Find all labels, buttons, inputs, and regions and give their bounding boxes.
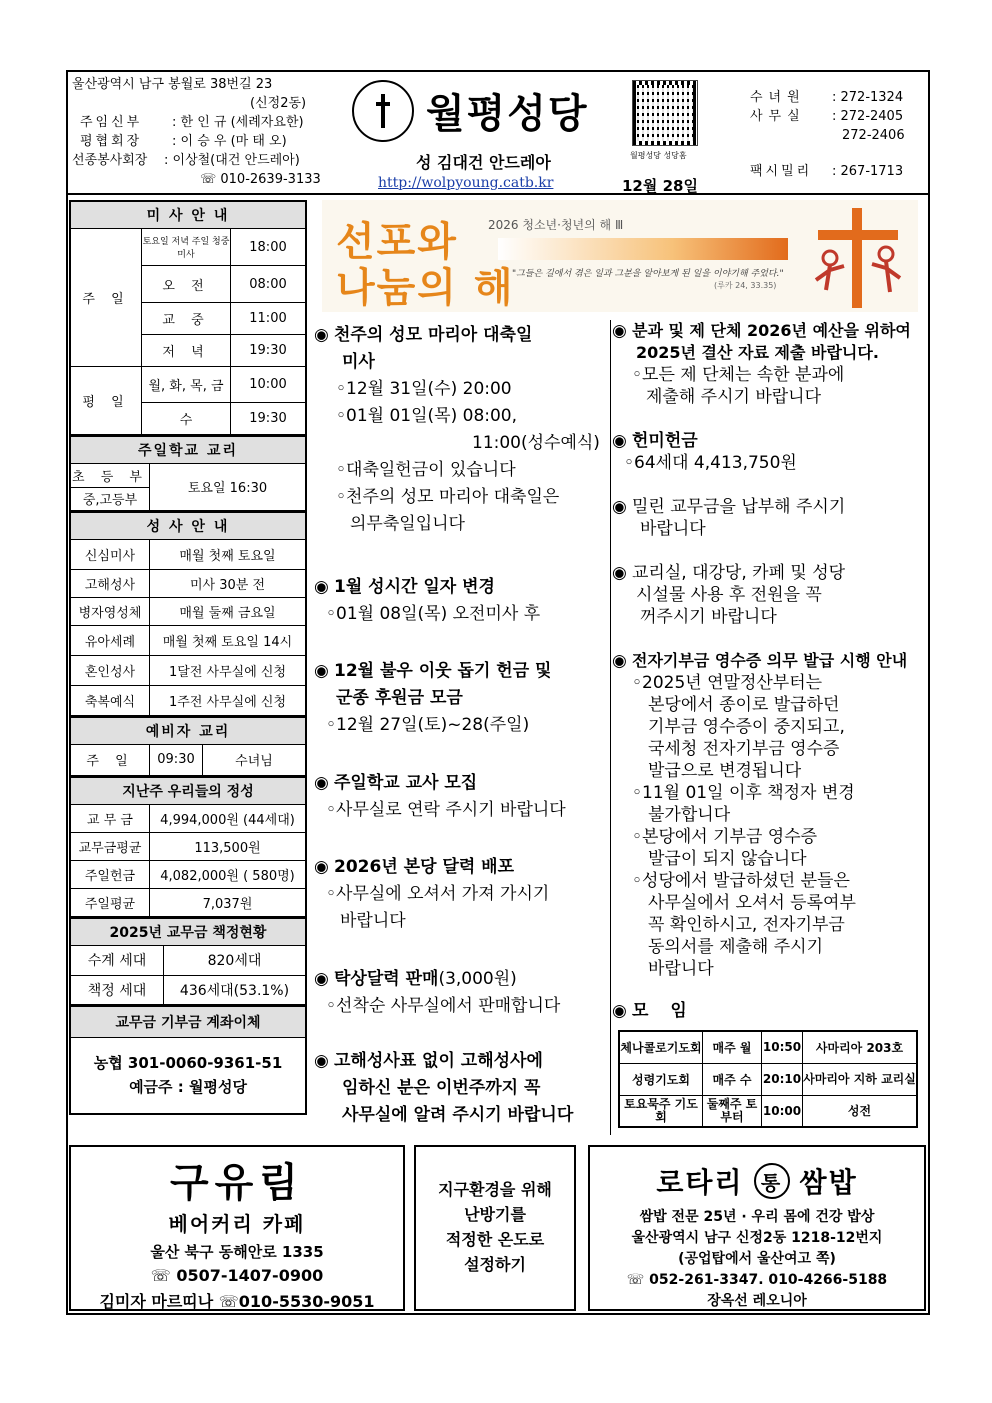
chair-name: : 이 승 우 (마 태 오): [172, 134, 287, 149]
notice-line: 바랍니다: [640, 519, 706, 539]
meeting-day: 매주 수: [703, 1063, 762, 1095]
qr-caption: 월평성당 성당홈: [630, 151, 687, 160]
ad-env-line: 적정한 온도로: [445, 1230, 545, 1249]
contact-label: 수녀원: [750, 90, 806, 105]
school-level: 중,고등부: [70, 487, 150, 511]
contact-value: 272-2406: [842, 128, 905, 143]
mass-time: 10:00: [231, 367, 307, 403]
notice-title: 고해성사표 없이 고해성사에: [334, 1051, 543, 1071]
ad-restaurant: [588, 1145, 926, 1311]
meeting-time: 10:50: [762, 1031, 803, 1063]
school-title: 주일학교 교리: [70, 436, 306, 463]
sacrament-title: 성 사 안 내: [70, 513, 306, 540]
notices-right-column: ◉ 분과 및 제 단체 2026년 예산을 위하여 2025년 결산 자료 제출 바랍니다. ◦모든 제 단체는 속한 분과에 제출해 주시기 바랍니다 ◉ 헌미헌금 ◦64세대 4,413,750원 ◉ 밀린 교무금을 납부해 주시기 바랍니다 ◉ 교리실, 대강당, 카페 및 성당 시설물 사용 후 전원을 꼭 꺼주시기 바랍니다 ◉ 전자기부금 영수증 의무 발급 시행 안내 ◦2025년 연말정산부터는 본당에서 종이로 발급하던 기부금 영수증이 중지되고, 국세청 전자기부금 영수증 발급으로 변경됩니다 ◦11월 01일 이후 책정자 변경 불가합니다 ◦본당에서 기부금 영수증 발급이 되지 않습니다 ◦성당에서 발급하셨던 분들은 사무실에서 오셔서 등록여부 꼭 확인하시고, 전자기부금 동의서를 제출해 주시기 바랍니다 ◉ 모 임: [612, 321, 911, 1021]
mass-title: 미 사 안 내: [70, 201, 306, 229]
notice-line: 12월 27일(토)~28(주일): [336, 715, 530, 735]
evang-label: 선종봉사회장: [72, 153, 148, 168]
notice-line: 꼭 확인하시고, 전자기부금: [648, 915, 845, 935]
meeting-place: 사마리아 지하 교리실: [803, 1063, 918, 1095]
offering-name: 교무금평균: [70, 833, 150, 861]
mass-name: 교 중: [142, 303, 231, 335]
notice-line: 기부금 영수증이 중지되고,: [648, 717, 845, 737]
status-name: 책정 세대: [70, 975, 164, 1005]
notice-title: 군종 후원금 모금: [336, 688, 463, 708]
ad-rest-line: 쌈밥 전문 25년 · 우리 몸에 건강 밥상: [639, 1209, 875, 1225]
target-bullet-icon: ◉: [612, 651, 627, 671]
status-name: 수계 세대: [70, 945, 164, 975]
notice-line: 성당에서 발급하셨던 분들은: [642, 871, 850, 891]
target-bullet-icon: ◉: [314, 577, 329, 597]
target-bullet-icon: ◉: [314, 325, 329, 345]
notice-line: 본당에서 기부금 영수증: [642, 827, 818, 847]
notice-line: 64세대 4,413,750원: [634, 453, 797, 473]
offering-title: 지난주 우리들의 정성: [70, 778, 306, 805]
pastor-label: 주임신부: [80, 115, 143, 130]
notice-title: 2026년 본당 달력 배포: [334, 857, 515, 877]
ad-cafe-sub: 베어커리 카페: [168, 1212, 306, 1236]
target-bullet-icon: ◉: [612, 431, 627, 451]
banner-line2: 나눔의 해: [336, 265, 515, 311]
notice-line: 밀린 교무금을 납부해 주시기: [632, 497, 846, 517]
church-url-link[interactable]: http://wolpyoung.catb.kr: [378, 175, 554, 191]
meeting-name: 체나콜로기도회: [619, 1031, 703, 1063]
banner-line1: 선포와: [336, 219, 458, 265]
mass-time: 08:00: [231, 266, 307, 303]
notice-line: 12월 31일(수) 20:00: [346, 379, 512, 399]
ad-rest-line: 울산광역시 남구 신정2동 1218-12번지: [631, 1230, 883, 1246]
sacrament-name: 축복예식: [70, 686, 150, 716]
bulletin-date: 12월 28일: [622, 177, 698, 195]
target-bullet-icon: ◉: [612, 563, 627, 583]
mass-name: 저 녁: [142, 335, 231, 367]
sacrament-name: 고해성사: [70, 570, 150, 598]
address-line2: (신정2동): [250, 96, 307, 111]
ad-cafe-owner: 김미자 마르띠나 ☏010-5530-9051: [99, 1292, 375, 1311]
mass-name: 수: [142, 403, 231, 435]
catechumen-title: 예비자 교리: [70, 717, 306, 744]
banner-reference: (루카 24, 33.35): [714, 281, 777, 290]
mass-name: 토요일 저녁 주일 청중미사: [142, 229, 231, 266]
address-line1: 울산광역시 남구 봉월로 38번길 23: [72, 77, 273, 92]
target-bullet-icon: ◉: [612, 1001, 627, 1021]
notice-line: 대축일헌금이 있습니다: [346, 460, 516, 480]
offering-name: 교 무 금: [70, 805, 150, 833]
school-time: 토요일 16:30: [150, 463, 307, 511]
banner-stripe: [498, 238, 788, 260]
ad-env-line: 설정하기: [464, 1255, 526, 1274]
status-table: [69, 918, 307, 1007]
notice-line: 꺼주시기 바랍니다: [640, 607, 777, 627]
header-divider: [68, 193, 928, 195]
notice-title: 천주의 성모 마리아 대축일: [334, 325, 533, 345]
notice-line: 불가합니다: [648, 805, 731, 825]
notices-left-column: ◉ 천주의 성모 마리아 대축일 미사 ◦12월 31일(수) 20:00 ◦01월 01일(목) 08:00, 11:00(성수예식) ◦대축일헌금이 있습니다 ◦천주의 성모 마리아 대축일은 의무축일입니다 ◉ 1월 성시간 일자 변경 ◦01월 08일(목) 오전미사 후 ◉ 12월 불우 이웃 돕기 헌금 및 군종 후원금 모금 ◦12월 27일(토)~28(주일) ◉ 주일학교 교사 모집 ◦사무실로 연락 주시기 바랍니다 ◉ 2026년 본당 달력 배포 ◦사무실에 오셔서 가져 가시기 바랍니다 ◉ 탁상달력 판매(3,000원) ◦선착순 사무실에서 판매합니다 ◉ 고해성사표 없이 고해성사에 임하신 분은 이번주까지 꼭 사무실에 알려 주시기 바랍니다: [314, 322, 606, 1142]
meeting-name: 성령기도회: [619, 1063, 703, 1095]
ad-cafe-phone: ☏ 0507-1407-0900: [150, 1266, 324, 1285]
account-number: 농협 301-0060-9361-51: [93, 1054, 283, 1073]
notice-line: 사무실에서 오셔서 등록여부: [648, 893, 856, 913]
target-bullet-icon: ◉: [612, 497, 627, 517]
sacrament-value: 1주전 사무실에 신청: [150, 686, 307, 716]
notice-line: 천주의 성모 마리아 대축일은: [346, 487, 560, 507]
status-value: 436세대(53.1%): [164, 975, 307, 1005]
sidebar: [69, 200, 307, 1115]
sacrament-value: 매월 첫째 토요일 14시: [150, 626, 307, 656]
contact-value: : 272-2405: [832, 109, 904, 124]
sunday-label: 주 일: [70, 229, 142, 367]
status-title: 2025년 교무금 책정현황: [70, 918, 306, 945]
catechumen-table: [69, 717, 307, 778]
notice-title: 탁상달력 판매: [334, 969, 439, 989]
notice-line: 시설물 사용 후 전원을 꼭: [636, 585, 822, 605]
sacrament-table: [69, 512, 307, 717]
meeting-time: 20:10: [762, 1063, 803, 1095]
sacrament-value: 매월 둘째 금요일: [150, 598, 307, 626]
notice-line: 발급으로 변경됩니다: [648, 761, 802, 781]
church-name: 월평성당: [426, 90, 589, 137]
notice-title: 분과 및 제 단체 2026년 예산을 위하여: [632, 321, 911, 340]
sacrament-name: 혼인성사: [70, 656, 150, 686]
patron-saint: 성 김대건 안드레아: [416, 153, 551, 172]
notice-line: 바랍니다: [648, 959, 714, 979]
catechumen-place: 수녀님: [203, 744, 307, 776]
sacrament-value: 미사 30분 전: [150, 570, 307, 598]
account-title: 교무금 기부금 계좌이체: [70, 1007, 306, 1038]
ad-rest-name1: 로타리: [656, 1166, 744, 1199]
church-logo-icon: [352, 80, 414, 142]
target-bullet-icon: ◉: [314, 661, 329, 681]
offering-value: 7,037원: [150, 889, 307, 917]
target-bullet-icon: ◉: [314, 773, 329, 793]
catechumen-day: 주 일: [70, 744, 150, 776]
contact-list: [750, 88, 926, 181]
notice-title: 모 임: [632, 1001, 695, 1021]
offering-value: 113,500원: [150, 833, 307, 861]
evang-name: : 이상철(대건 안드레아): [164, 153, 300, 168]
ad-cafe-address: 울산 북구 동해안로 1335: [150, 1243, 324, 1261]
notice-line: 국세청 전자기부금 영수증: [648, 739, 840, 759]
notice-line: 의무축일입니다: [350, 514, 465, 534]
notice-line: 01월 01일(목) 08:00,: [346, 406, 518, 426]
ad-env-line: 지구환경을 위해: [438, 1180, 552, 1199]
notice-line: 사무실에 오셔서 가져 가시기: [336, 884, 550, 904]
notice-line: 2025년 연말정산부터는: [642, 673, 823, 693]
notice-line: 11월 01일 이후 책정자 변경: [642, 783, 855, 803]
cross-people-icon: [808, 208, 908, 308]
sacrament-value: 1달전 사무실에 신청: [150, 656, 307, 686]
column-divider: [610, 320, 611, 1135]
ad-rest-line: (공업탑에서 울산여고 쪽): [678, 1251, 836, 1267]
ad-rest-name2: 쌈밥: [799, 1166, 858, 1199]
target-bullet-icon: ◉: [314, 857, 329, 877]
ad-rest-line: ☏ 052-261-3347. 010-4266-5188: [626, 1272, 888, 1288]
meeting-day: 매주 월: [703, 1031, 762, 1063]
meeting-place: 사마리아 203호: [803, 1031, 918, 1063]
notice-title: 12월 불우 이웃 돕기 헌금 및: [334, 661, 552, 681]
offering-name: 주일헌금: [70, 861, 150, 889]
account-holder: 예금주 : 월평성당: [129, 1078, 247, 1097]
notice-line: 본당에서 종이로 발급하던: [648, 695, 840, 715]
offering-value: 4,082,000원 ( 580명): [150, 861, 307, 889]
mass-table: [69, 200, 307, 436]
contact-label: 팩시밀리: [750, 164, 813, 179]
notice-title-suffix: (3,000원): [438, 969, 517, 989]
sacrament-name: 신심미사: [70, 540, 150, 570]
notice-line: 01월 08일(목) 오전미사 후: [336, 604, 541, 624]
mass-name: 오 전: [142, 266, 231, 303]
contact-label: 사무실: [750, 109, 806, 124]
ad-cafe-name: 구유림: [170, 1160, 304, 1206]
notice-line: 바랍니다: [340, 911, 406, 931]
mass-name: 월, 화, 목, 금: [142, 367, 231, 403]
year-theme-banner: [322, 200, 918, 312]
contact-value: : 272-1324: [832, 90, 904, 105]
sacrament-value: 매월 첫째 토요일: [150, 540, 307, 570]
mass-time: 19:30: [231, 335, 307, 367]
ad-env-line: 난방기를: [464, 1205, 526, 1224]
notice-line: 사무실로 연락 주시기 바랍니다: [336, 800, 566, 820]
mass-time: 11:00: [231, 303, 307, 335]
notice-line: 선착순 사무실에서 판매합니다: [336, 996, 561, 1016]
ad-rest-line: 장옥선 레오니아: [707, 1293, 807, 1309]
notice-line: 제출해 주시기 바랍니다: [646, 387, 822, 407]
catechumen-time: 09:30: [150, 744, 203, 776]
sacrament-name: 병자영성체: [70, 598, 150, 626]
banner-year: 2026 청소년·청년의 해 Ⅲ: [488, 218, 624, 232]
ad-rest-circle: 통: [754, 1163, 790, 1199]
meeting-time: 10:00: [762, 1095, 803, 1127]
meetings-table: [618, 1030, 918, 1128]
pastor-name: : 한 인 규 (세례자요한): [172, 115, 304, 130]
banner-quote: "그들은 길에서 겪은 일과 그분을 알아보게 된 일을 이야기해 주었다.": [512, 269, 784, 279]
account-table: [69, 1006, 307, 1115]
meeting-place: 성전: [803, 1095, 918, 1127]
notice-title: 사무실에 알려 주시기 바랍니다: [342, 1105, 574, 1125]
notice-line: 발급이 되지 않습니다: [648, 849, 807, 869]
notice-line: 11:00(성수예식): [472, 433, 600, 453]
notice-line: 모든 제 단체는 속한 분과에: [642, 365, 845, 385]
notice-title: 미사: [342, 352, 375, 372]
status-value: 820세대: [164, 945, 307, 975]
weekday-label: 평 일: [70, 367, 142, 435]
chair-label: 평협회장: [80, 134, 143, 149]
school-table: [69, 436, 307, 513]
offering-table: [69, 777, 307, 918]
school-level: 초 등 부: [70, 463, 150, 487]
sacrament-name: 유아세례: [70, 626, 150, 656]
ad-cafe: [69, 1145, 405, 1311]
mass-time: 18:00: [231, 229, 307, 266]
target-bullet-icon: ◉: [314, 969, 329, 989]
notice-title: 1월 성시간 일자 변경: [334, 577, 495, 597]
offering-name: 주일평균: [70, 889, 150, 917]
meeting-name: 토요묵주 기도회: [619, 1095, 703, 1127]
notice-line: 교리실, 대강당, 카페 및 성당: [632, 563, 846, 583]
ad-environment: [414, 1145, 576, 1311]
contact-value: : 267-1713: [832, 164, 904, 179]
offering-value: 4,994,000원 (44세대): [150, 805, 307, 833]
mass-time: 19:30: [231, 403, 307, 435]
notice-line: 동의서를 제출해 주시기: [648, 937, 824, 957]
target-bullet-icon: ◉: [612, 321, 627, 341]
header-info: [72, 75, 322, 189]
notice-title: 2025년 결산 자료 제출 바랍니다.: [636, 343, 879, 362]
notice-title: 임하신 분은 이번주까지 꼭: [342, 1078, 541, 1098]
contact-label: [750, 126, 832, 145]
qr-code-icon[interactable]: [632, 80, 698, 146]
notice-title: 헌미헌금: [632, 431, 698, 451]
target-bullet-icon: ◉: [314, 1051, 329, 1071]
meeting-day: 둘째주 토부터: [703, 1095, 762, 1127]
notice-title: 주일학교 교사 모집: [334, 773, 478, 793]
evang-phone: ☏ 010-2639-3133: [200, 172, 321, 187]
notice-title: 전자기부금 영수증 의무 발급 시행 안내: [632, 651, 908, 670]
